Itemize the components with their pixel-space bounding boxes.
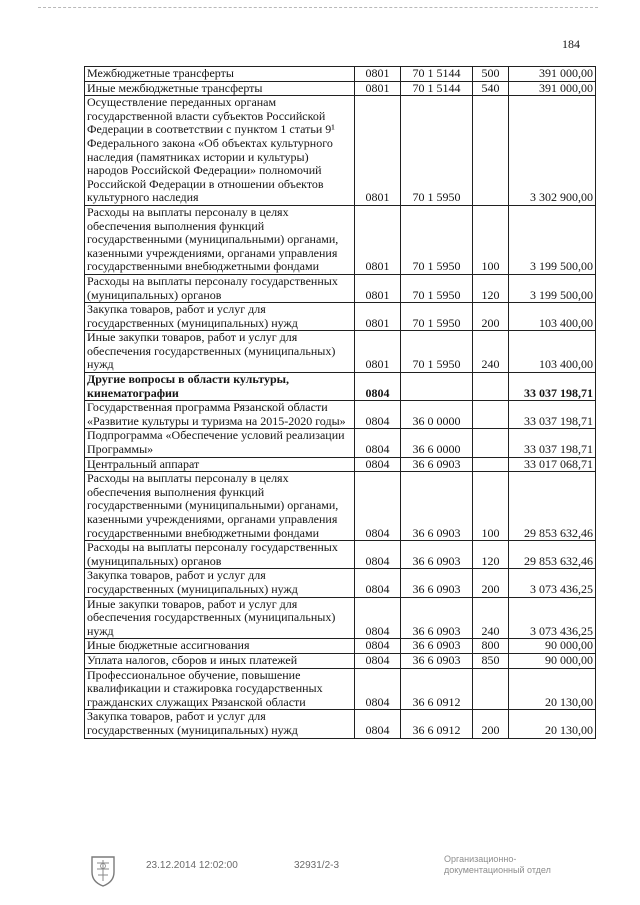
row-section-code: 0801 — [355, 331, 401, 373]
row-target-code: 36 6 0903 — [401, 457, 473, 472]
row-amount: 29 853 632,46 — [509, 472, 596, 541]
row-expense-type: 200 — [473, 569, 509, 597]
row-section-code: 0804 — [355, 569, 401, 597]
row-name: Иные бюджетные ассигнования — [85, 639, 355, 654]
footer-department — [444, 854, 551, 876]
row-amount: 3 073 436,25 — [509, 569, 596, 597]
table-row — [85, 67, 596, 82]
row-expense-type: 540 — [473, 81, 509, 96]
row-section-code: 0804 — [355, 653, 401, 668]
row-amount: 3 199 500,00 — [509, 274, 596, 302]
top-scan-rule — [38, 7, 598, 8]
budget-table-body — [85, 67, 596, 739]
row-target-code: 70 1 5144 — [401, 67, 473, 82]
row-amount: 391 000,00 — [509, 67, 596, 82]
row-name: Подпрограмма «Обеспечение условий реализации Программы» — [85, 429, 355, 457]
row-expense-type: 120 — [473, 274, 509, 302]
row-section-code: 0801 — [355, 274, 401, 302]
row-expense-type: 240 — [473, 597, 509, 639]
row-name: Уплата налогов, сборов и иных платежей — [85, 653, 355, 668]
row-section-code: 0804 — [355, 639, 401, 654]
row-target-code: 36 6 0903 — [401, 472, 473, 541]
row-expense-type: 100 — [473, 472, 509, 541]
footer-document-number: 32931/2-3 — [294, 860, 340, 871]
row-target-code: 36 6 0903 — [401, 541, 473, 569]
row-amount: 103 400,00 — [509, 303, 596, 331]
row-target-code: 70 1 5950 — [401, 303, 473, 331]
footer-department-line: Организационно- — [444, 854, 517, 864]
footer-datetime: 23.12.2014 12:02:00 — [146, 860, 238, 871]
row-expense-type: 200 — [473, 710, 509, 738]
row-target-code: 36 6 0000 — [401, 429, 473, 457]
table-row — [85, 639, 596, 654]
table-row — [85, 710, 596, 738]
budget-table — [84, 66, 596, 739]
row-section-code: 0804 — [355, 597, 401, 639]
row-section-code: 0804 — [355, 401, 401, 429]
table-row — [85, 429, 596, 457]
row-amount: 33 037 198,71 — [509, 429, 596, 457]
row-name: Расходы на выплаты персоналу государственных (муниципальных) органов — [85, 541, 355, 569]
footer-department-line: документационный отдел — [444, 865, 551, 875]
row-target-code: 70 1 5950 — [401, 274, 473, 302]
table-row — [85, 274, 596, 302]
row-target-code: 36 6 0903 — [401, 639, 473, 654]
row-name: Осуществление переданных органам государственной власти субъектов Российской Федерации в соответствии с пунктом 1 статьи 9¹ Федерального закона «Об объектах культурного наследия (памятниках истории и культуры) народов Российской Федерации» полномочий Российской Федерации в отношении объектов культурного наследия — [85, 96, 355, 206]
row-amount: 3 302 900,00 — [509, 96, 596, 206]
row-target-code: 36 6 0903 — [401, 597, 473, 639]
row-target-code: 70 1 5144 — [401, 81, 473, 96]
row-section-code: 0801 — [355, 205, 401, 274]
table-row — [85, 205, 596, 274]
page-number: 184 — [562, 37, 580, 51]
row-amount: 3 199 500,00 — [509, 205, 596, 274]
row-expense-type — [473, 457, 509, 472]
table-row — [85, 331, 596, 373]
row-target-code: 36 6 0912 — [401, 710, 473, 738]
row-amount: 33 037 198,71 — [509, 401, 596, 429]
row-target-code: 36 6 0912 — [401, 668, 473, 710]
row-expense-type — [473, 429, 509, 457]
row-name: Межбюджетные трансферты — [85, 67, 355, 82]
row-section-code: 0804 — [355, 472, 401, 541]
row-amount: 90 000,00 — [509, 639, 596, 654]
row-name: Закупка товаров, работ и услуг для государственных (муниципальных) нужд — [85, 303, 355, 331]
row-name: Государственная программа Рязанской области «Развитие культуры и туризма на 2015-2020 годы» — [85, 401, 355, 429]
row-target-code: 70 1 5950 — [401, 205, 473, 274]
document-footer — [88, 852, 608, 892]
row-section-code: 0804 — [355, 541, 401, 569]
row-amount: 20 130,00 — [509, 710, 596, 738]
row-target-code: 70 1 5950 — [401, 331, 473, 373]
coat-of-arms-stamp-icon — [88, 854, 118, 888]
row-section-code: 0804 — [355, 429, 401, 457]
row-expense-type: 850 — [473, 653, 509, 668]
row-target-code: 36 6 0903 — [401, 653, 473, 668]
row-name: Другие вопросы в области культуры, кинематографии — [85, 373, 355, 401]
row-expense-type: 200 — [473, 303, 509, 331]
row-name: Иные закупки товаров, работ и услуг для обеспечения государственных (муниципальных) нужд — [85, 597, 355, 639]
table-row — [85, 457, 596, 472]
row-section-code: 0804 — [355, 457, 401, 472]
row-target-code: 70 1 5950 — [401, 96, 473, 206]
row-expense-type — [473, 401, 509, 429]
row-name: Закупка товаров, работ и услуг для государственных (муниципальных) нужд — [85, 710, 355, 738]
table-row — [85, 653, 596, 668]
row-amount: 29 853 632,46 — [509, 541, 596, 569]
row-expense-type: 240 — [473, 331, 509, 373]
row-name: Иные закупки товаров, работ и услуг для обеспечения государственных (муниципальных) нужд — [85, 331, 355, 373]
row-amount: 33 037 198,71 — [509, 373, 596, 401]
row-section-code: 0804 — [355, 373, 401, 401]
row-amount: 90 000,00 — [509, 653, 596, 668]
row-expense-type — [473, 668, 509, 710]
row-section-code: 0801 — [355, 67, 401, 82]
row-name: Профессиональное обучение, повышение квалификации и стажировка государственных гражданских служащих Рязанской области — [85, 668, 355, 710]
row-amount: 391 000,00 — [509, 81, 596, 96]
row-name: Закупка товаров, работ и услуг для государственных (муниципальных) нужд — [85, 569, 355, 597]
table-row — [85, 668, 596, 710]
row-expense-type: 800 — [473, 639, 509, 654]
table-row — [85, 541, 596, 569]
row-section-code: 0801 — [355, 96, 401, 206]
row-target-code: 36 6 0903 — [401, 569, 473, 597]
row-name: Расходы на выплаты персоналу государственных (муниципальных) органов — [85, 274, 355, 302]
row-section-code: 0804 — [355, 710, 401, 738]
row-expense-type: 100 — [473, 205, 509, 274]
table-row — [85, 81, 596, 96]
row-name: Расходы на выплаты персоналу в целях обеспечения выполнения функций государственными (муниципальными) органами, казенными учреждениями, органами управления государственными внебюджетными фондами — [85, 205, 355, 274]
row-target-code — [401, 373, 473, 401]
table-row — [85, 472, 596, 541]
row-name: Расходы на выплаты персоналу в целях обеспечения выполнения функций государственными (муниципальными) органами, казенными учреждениями, органами управления государственными внебюджетными фондами — [85, 472, 355, 541]
row-amount: 3 073 436,25 — [509, 597, 596, 639]
table-row — [85, 96, 596, 206]
row-section-code: 0804 — [355, 668, 401, 710]
table-row — [85, 303, 596, 331]
row-expense-type: 120 — [473, 541, 509, 569]
row-section-code: 0801 — [355, 303, 401, 331]
table-row — [85, 597, 596, 639]
row-target-code: 36 0 0000 — [401, 401, 473, 429]
row-section-code: 0801 — [355, 81, 401, 96]
row-expense-type — [473, 96, 509, 206]
row-expense-type — [473, 373, 509, 401]
table-row-section-total — [85, 373, 596, 401]
row-amount: 103 400,00 — [509, 331, 596, 373]
row-name: Центральный аппарат — [85, 457, 355, 472]
row-name: Иные межбюджетные трансферты — [85, 81, 355, 96]
table-row — [85, 401, 596, 429]
table-row — [85, 569, 596, 597]
row-amount: 20 130,00 — [509, 668, 596, 710]
row-expense-type: 500 — [473, 67, 509, 82]
row-amount: 33 017 068,71 — [509, 457, 596, 472]
